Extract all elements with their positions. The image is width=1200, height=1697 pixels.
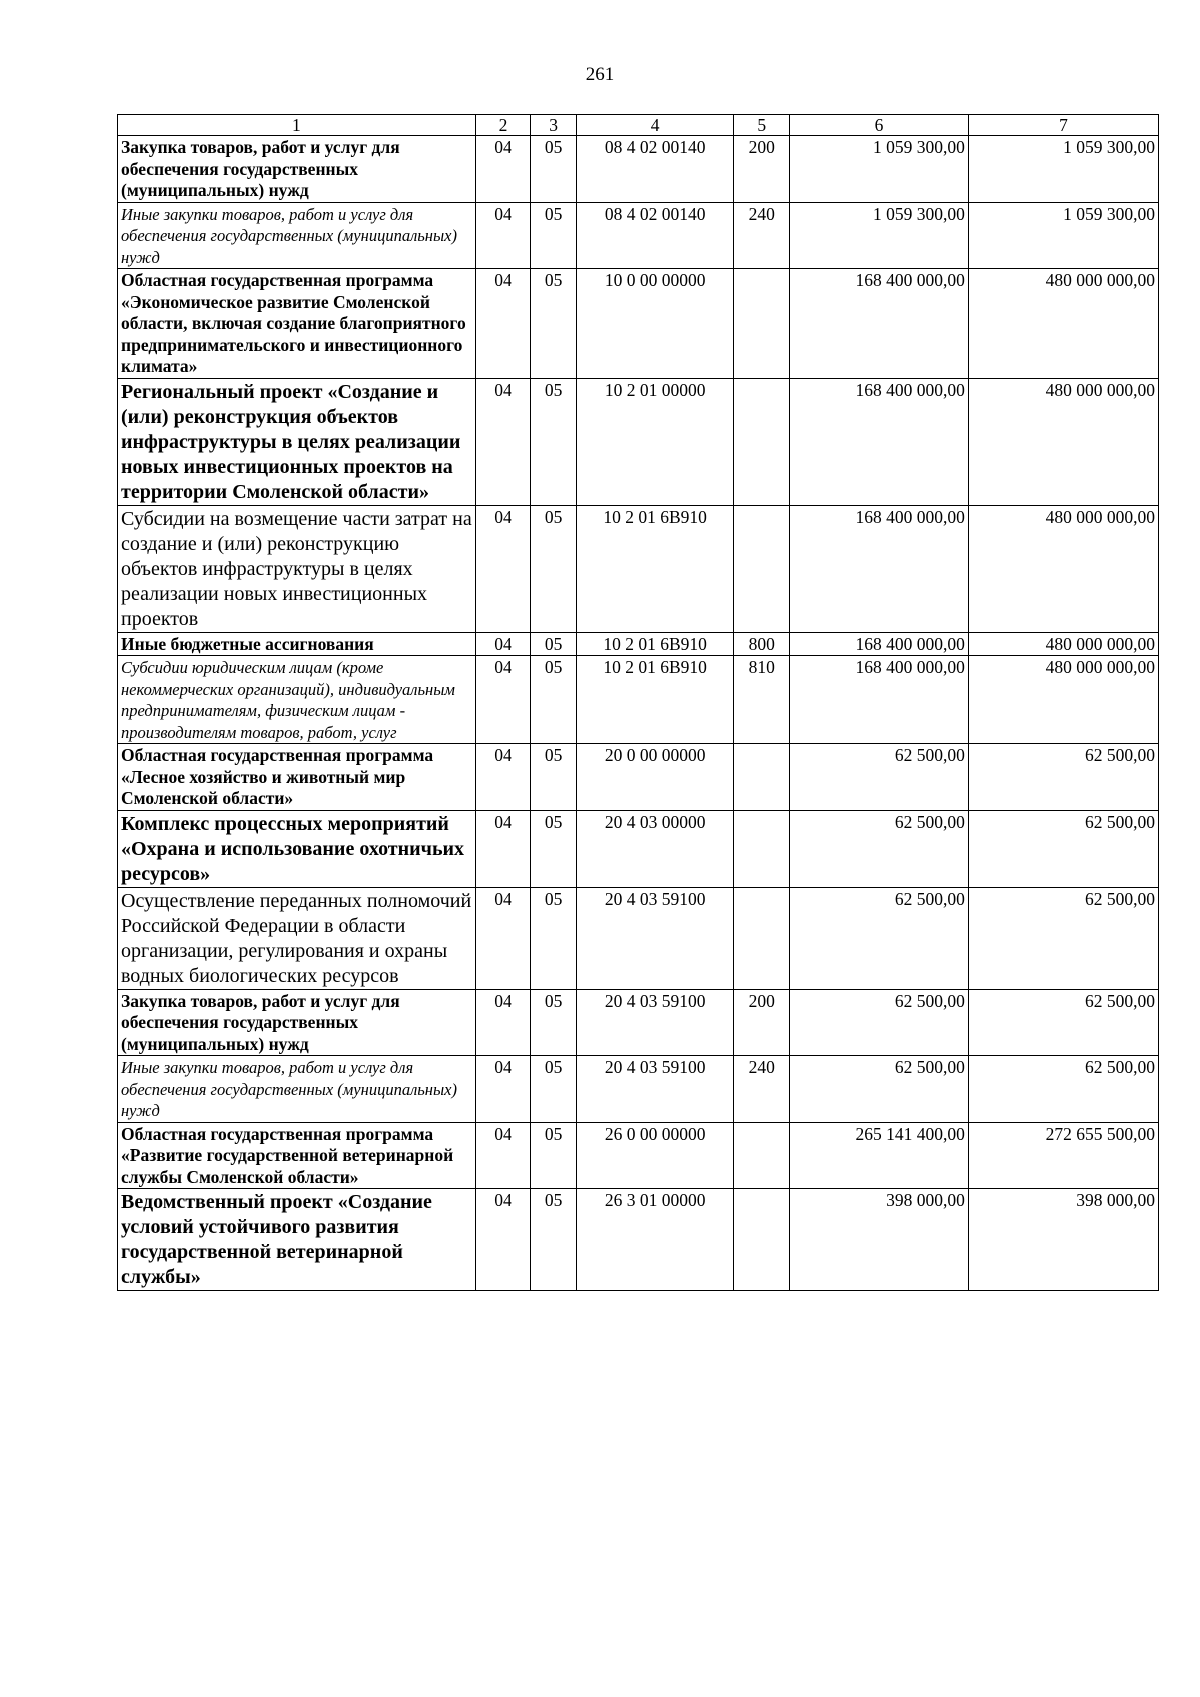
- row-subsection-cell: 05: [531, 989, 576, 1056]
- table-row: [118, 505, 1159, 632]
- row-target-code-cell: 08 4 02 00140: [576, 136, 734, 203]
- row-expense-type-cell: [734, 269, 790, 379]
- row-section-cell: 04: [475, 1122, 531, 1189]
- table-row: [118, 744, 1159, 811]
- header-cell: 1: [118, 115, 476, 136]
- row-subsection-cell: 05: [531, 378, 576, 505]
- row-amount-year2-cell: 480 000 000,00: [968, 269, 1158, 379]
- row-amount-year2-cell: 480 000 000,00: [968, 505, 1158, 632]
- row-target-code-cell: 20 4 03 59100: [576, 887, 734, 989]
- row-target-code-cell: 26 3 01 00000: [576, 1189, 734, 1291]
- row-section-cell: 04: [475, 378, 531, 505]
- row-amount-year2-cell: 272 655 500,00: [968, 1122, 1158, 1189]
- row-expense-type-cell: [734, 810, 790, 887]
- row-expense-type-cell: 200: [734, 989, 790, 1056]
- row-target-code-cell: 10 2 01 6В910: [576, 656, 734, 744]
- header-cell: 3: [531, 115, 576, 136]
- row-expense-type-cell: [734, 1122, 790, 1189]
- row-subsection-cell: 05: [531, 1189, 576, 1291]
- row-amount-year1-cell: 168 400 000,00: [790, 632, 969, 656]
- row-section-cell: 04: [475, 1056, 531, 1123]
- row-subsection-cell: 05: [531, 744, 576, 811]
- row-section-cell: 04: [475, 632, 531, 656]
- row-subsection-cell: 05: [531, 632, 576, 656]
- header-cell: 7: [968, 115, 1158, 136]
- row-amount-year2-cell: 1 059 300,00: [968, 136, 1158, 203]
- row-target-code-cell: 10 2 01 6В910: [576, 505, 734, 632]
- row-expense-type-cell: [734, 744, 790, 811]
- row-target-code-cell: 10 0 00 00000: [576, 269, 734, 379]
- header-cell: 5: [734, 115, 790, 136]
- row-amount-year1-cell: 1 059 300,00: [790, 202, 969, 269]
- row-subsection-cell: 05: [531, 505, 576, 632]
- row-name-cell: Областная государственная программа «Лесное хозяйство и животный мир Смоленской области»: [118, 744, 476, 811]
- row-expense-type-cell: 810: [734, 656, 790, 744]
- row-expense-type-cell: 200: [734, 136, 790, 203]
- row-amount-year1-cell: 1 059 300,00: [790, 136, 969, 203]
- table-row: [118, 1189, 1159, 1291]
- row-amount-year2-cell: 480 000 000,00: [968, 632, 1158, 656]
- row-section-cell: 04: [475, 136, 531, 203]
- row-name-cell: Областная государственная программа «Развитие государственной ветеринарной службы Смоленской области»: [118, 1122, 476, 1189]
- row-amount-year2-cell: 62 500,00: [968, 810, 1158, 887]
- row-amount-year1-cell: 398 000,00: [790, 1189, 969, 1291]
- row-section-cell: 04: [475, 505, 531, 632]
- row-amount-year1-cell: 62 500,00: [790, 744, 969, 811]
- row-subsection-cell: 05: [531, 202, 576, 269]
- row-section-cell: 04: [475, 887, 531, 989]
- row-subsection-cell: 05: [531, 269, 576, 379]
- table-row: [118, 632, 1159, 656]
- row-amount-year1-cell: 168 400 000,00: [790, 656, 969, 744]
- table-row: [118, 136, 1159, 203]
- row-target-code-cell: 20 4 03 59100: [576, 989, 734, 1056]
- row-amount-year2-cell: 62 500,00: [968, 744, 1158, 811]
- row-subsection-cell: 05: [531, 1122, 576, 1189]
- row-expense-type-cell: [734, 1189, 790, 1291]
- row-target-code-cell: 20 4 03 00000: [576, 810, 734, 887]
- row-subsection-cell: 05: [531, 887, 576, 989]
- row-name-cell: Ведомственный проект «Создание условий устойчивого развития государственной ветеринарной службы»: [118, 1189, 476, 1291]
- header-cell: 6: [790, 115, 969, 136]
- row-expense-type-cell: [734, 378, 790, 505]
- row-section-cell: 04: [475, 989, 531, 1056]
- row-section-cell: 04: [475, 1189, 531, 1291]
- row-amount-year2-cell: 480 000 000,00: [968, 378, 1158, 505]
- table-body: [118, 136, 1159, 1291]
- row-target-code-cell: 26 0 00 00000: [576, 1122, 734, 1189]
- header-cell: 4: [576, 115, 734, 136]
- row-section-cell: 04: [475, 656, 531, 744]
- row-amount-year1-cell: 62 500,00: [790, 1056, 969, 1123]
- row-section-cell: 04: [475, 269, 531, 379]
- table-row: [118, 656, 1159, 744]
- row-amount-year1-cell: 168 400 000,00: [790, 505, 969, 632]
- row-amount-year2-cell: 62 500,00: [968, 887, 1158, 989]
- row-amount-year1-cell: 265 141 400,00: [790, 1122, 969, 1189]
- row-amount-year2-cell: 480 000 000,00: [968, 656, 1158, 744]
- row-expense-type-cell: [734, 505, 790, 632]
- table-row: [118, 1122, 1159, 1189]
- header-row: [118, 115, 1159, 136]
- row-target-code-cell: 10 2 01 00000: [576, 378, 734, 505]
- table-row: [118, 887, 1159, 989]
- row-expense-type-cell: 240: [734, 1056, 790, 1123]
- row-subsection-cell: 05: [531, 1056, 576, 1123]
- row-subsection-cell: 05: [531, 810, 576, 887]
- row-name-cell: Закупка товаров, работ и услуг для обеспечения государственных (муниципальных) нужд: [118, 989, 476, 1056]
- table-row: [118, 989, 1159, 1056]
- row-name-cell: Областная государственная программа «Экономическое развитие Смоленской области, включая создание благоприятного предпринимательского и инвестиционного климата»: [118, 269, 476, 379]
- row-section-cell: 04: [475, 810, 531, 887]
- row-amount-year2-cell: 62 500,00: [968, 989, 1158, 1056]
- row-target-code-cell: 10 2 01 6В910: [576, 632, 734, 656]
- row-amount-year1-cell: 168 400 000,00: [790, 269, 969, 379]
- row-name-cell: Иные закупки товаров, работ и услуг для обеспечения государственных (муниципальных) нужд: [118, 1056, 476, 1123]
- row-section-cell: 04: [475, 744, 531, 811]
- row-target-code-cell: 08 4 02 00140: [576, 202, 734, 269]
- row-amount-year1-cell: 62 500,00: [790, 887, 969, 989]
- row-target-code-cell: 20 0 00 00000: [576, 744, 734, 811]
- row-amount-year2-cell: 398 000,00: [968, 1189, 1158, 1291]
- row-amount-year2-cell: 1 059 300,00: [968, 202, 1158, 269]
- page-number: 261: [585, 64, 615, 85]
- row-name-cell: Иные закупки товаров, работ и услуг для обеспечения государственных (муниципальных) нужд: [118, 202, 476, 269]
- row-amount-year1-cell: 62 500,00: [790, 989, 969, 1056]
- row-name-cell: Субсидии юридическим лицам (кроме некоммерческих организаций), индивидуальным предпринимателям, физическим лицам - производителям товаров, работ, услуг: [118, 656, 476, 744]
- row-amount-year1-cell: 62 500,00: [790, 810, 969, 887]
- row-expense-type-cell: 240: [734, 202, 790, 269]
- row-name-cell: Комплекс процессных мероприятий «Охрана и использование охотничьих ресурсов»: [118, 810, 476, 887]
- row-section-cell: 04: [475, 202, 531, 269]
- row-name-cell: Осуществление переданных полномочий Российской Федерации в области организации, регулирования и охраны водных биологических ресурсов: [118, 887, 476, 989]
- row-subsection-cell: 05: [531, 136, 576, 203]
- row-amount-year1-cell: 168 400 000,00: [790, 378, 969, 505]
- row-expense-type-cell: [734, 887, 790, 989]
- row-name-cell: Иные бюджетные ассигнования: [118, 632, 476, 656]
- row-amount-year2-cell: 62 500,00: [968, 1056, 1158, 1123]
- table-row: [118, 810, 1159, 887]
- table-row: [118, 269, 1159, 379]
- row-subsection-cell: 05: [531, 656, 576, 744]
- row-target-code-cell: 20 4 03 59100: [576, 1056, 734, 1123]
- row-expense-type-cell: 800: [734, 632, 790, 656]
- row-name-cell: Субсидии на возмещение части затрат на создание и (или) реконструкцию объектов инфраструктуры в целях реализации новых инвестиционных проектов: [118, 505, 476, 632]
- table-row: [118, 1056, 1159, 1123]
- table-row: [118, 202, 1159, 269]
- header-cell: 2: [475, 115, 531, 136]
- row-name-cell: Закупка товаров, работ и услуг для обеспечения государственных (муниципальных) нужд: [118, 136, 476, 203]
- budget-table: [117, 114, 1159, 1291]
- row-name-cell: Региональный проект «Создание и (или) реконструкция объектов инфраструктуры в целях реализации новых инвестиционных проектов на территории Смоленской области»: [118, 378, 476, 505]
- table-row: [118, 378, 1159, 505]
